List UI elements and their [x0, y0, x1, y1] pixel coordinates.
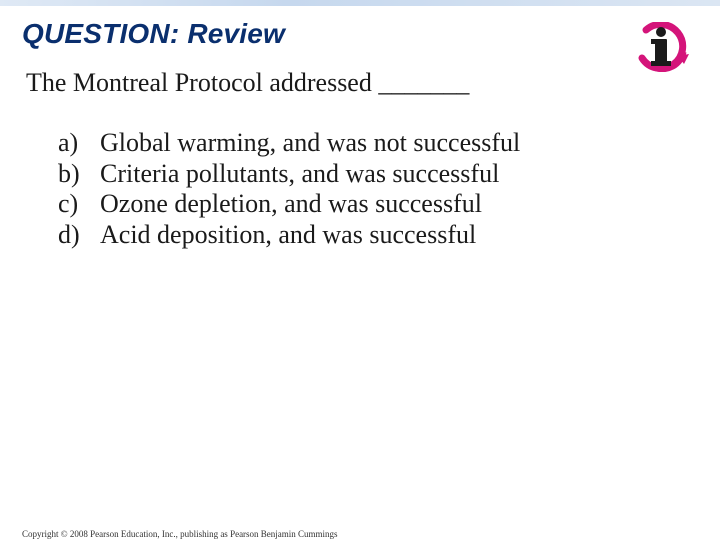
option-text: Acid deposition, and was successful	[100, 219, 477, 249]
option-letter: c)	[58, 189, 79, 218]
option-c	[58, 189, 520, 220]
option-letter: d)	[58, 219, 80, 249]
top-rule	[0, 0, 720, 6]
info-i-icon	[634, 22, 694, 72]
option-letter: a)	[58, 128, 79, 157]
option-b	[58, 159, 520, 190]
copyright-footer: Copyright © 2008 Pearson Education, Inc., publishing as Pearson Benjamin Cummings	[22, 529, 338, 539]
answer-options	[58, 128, 520, 250]
option-text: Global warming, and was not successful	[100, 128, 521, 157]
option-letter: b)	[58, 158, 80, 188]
option-text: Criteria pollutants, and was successful	[100, 158, 500, 188]
option-d	[58, 220, 520, 251]
option-a	[58, 128, 520, 159]
option-text: Ozone depletion, and was successful	[100, 189, 482, 218]
slide-title: QUESTION: Review	[22, 18, 286, 49]
question-text: The Montreal Protocol addressed _______	[26, 68, 470, 97]
